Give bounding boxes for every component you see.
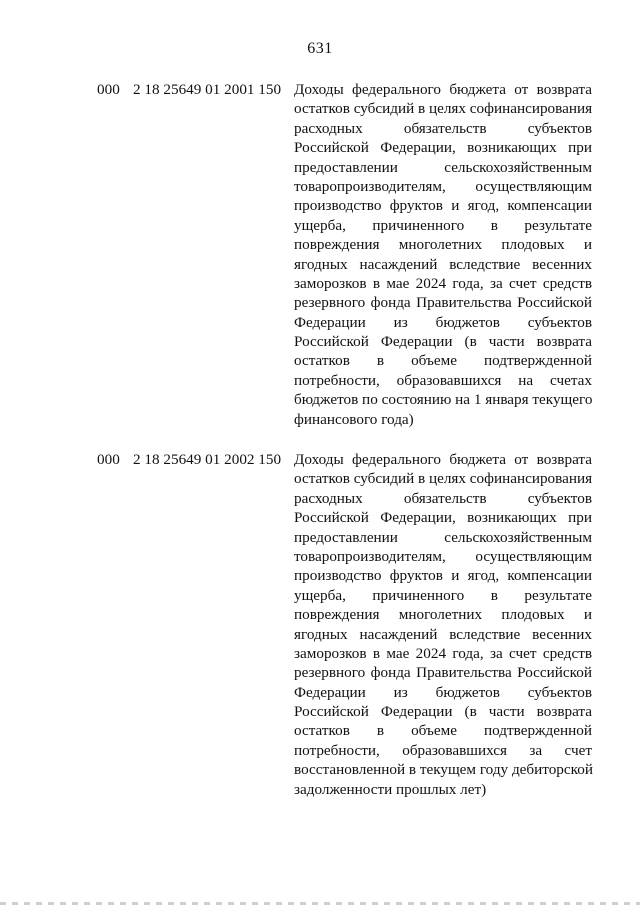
description-line: расходных обязательств субъектов [294,489,592,507]
description-line: Российской Федерации (в части возврата [294,703,592,721]
description-line: резервного фонда Правительства Российской [294,664,592,682]
page-number: 631 [307,40,333,57]
description-line: бюджетов по состоянию на 1 января текущего [294,391,593,409]
description-line: Федерации из бюджетов субъектов [294,313,592,331]
description-line: остатков в объеме подтвержденной [294,722,592,740]
description-line: остатков субсидий в целях софинансирования [294,470,593,488]
description-line: товаропроизводителям, осуществляющим [294,177,592,195]
entry-description [294,80,592,429]
description-line: расходных обязательств субъектов [294,119,592,137]
kbk-code: 2 18 25649 01 2001 150 [133,81,282,98]
description-line: ущерба, причиненного в результате [294,216,592,234]
kbk-code: 2 18 25649 01 2002 150 [133,451,282,468]
description-line: повреждения многолетних плодовых и [294,606,592,624]
description-line: заморозков в мае 2024 года, за счет средств [294,274,592,292]
description-line: предоставлении сельскохозяйственным [294,158,592,176]
description-line: Российской Федерации, возникающих при [294,509,592,527]
description-line: товаропроизводителям, осуществляющим [294,547,592,565]
entry-description [294,450,592,799]
description-line: Доходы федерального бюджета от возврата [294,451,592,468]
description-line: производство фруктов и ягод, компенсации [294,567,592,585]
description-line: предоставлении сельскохозяйственным [294,528,592,546]
description-line: восстановленной в текущем году дебиторской [294,761,593,779]
admin-code: 000 [97,81,120,98]
description-line: Доходы федерального бюджета от возврата [294,81,592,98]
description-line: Российской Федерации (в части возврата [294,333,592,351]
description-line: Федерации из бюджетов субъектов [294,683,592,701]
description-line: потребности, образовавшихся за счет [294,741,592,759]
description-line: производство фруктов и ягод, компенсации [294,197,592,215]
description-line: задолженности прошлых лет) [294,780,487,798]
description-line: заморозков в мае 2024 года, за счет средств [294,644,592,662]
admin-code: 000 [97,451,120,468]
description-line: потребности, образовавшихся на счетах [294,371,592,389]
description-line: Российской Федерации, возникающих при [294,139,592,157]
description-line: остатков субсидий в целях софинансирования [294,100,593,118]
description-line: ягодных насаждений вследствие весенних [294,625,592,643]
description-line: ущерба, причиненного в результате [294,586,592,604]
description-line: ягодных насаждений вследствие весенних [294,255,592,273]
description-line: повреждения многолетних плодовых и [294,236,592,254]
description-line: остатков в объеме подтвержденной [294,352,592,370]
description-line: финансового года) [294,410,414,428]
description-line: резервного фонда Правительства Российской [294,294,592,312]
